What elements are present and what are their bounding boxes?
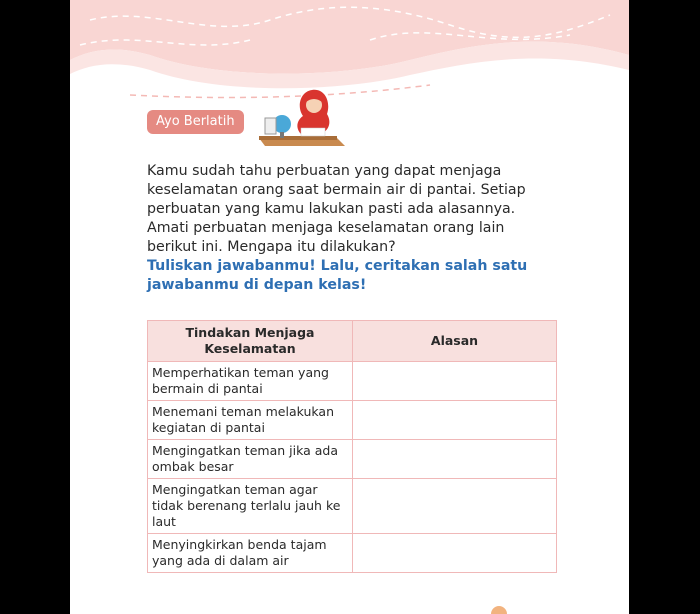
section-header xyxy=(147,88,347,148)
safety-actions-table xyxy=(147,320,557,573)
action-cell: Mengingatkan teman agar tidak berenang terlalu jauh ke laut xyxy=(148,479,353,534)
header-reason: Alasan xyxy=(353,321,557,362)
section-badge: Ayo Berlatih xyxy=(147,110,244,134)
instruction-text: Tuliskan jawabanmu! Lalu, ceritakan salah satu jawabanmu di depan kelas! xyxy=(147,258,528,293)
table-row xyxy=(148,440,557,479)
table-row xyxy=(148,401,557,440)
table-row xyxy=(148,534,557,573)
reason-cell[interactable] xyxy=(353,362,557,401)
textbook-page xyxy=(70,0,629,614)
table-row xyxy=(148,479,557,534)
reason-cell[interactable] xyxy=(353,401,557,440)
action-cell: Mengingatkan teman jika ada ombak besar xyxy=(148,440,353,479)
page-marker-dot xyxy=(491,606,507,614)
intro-paragraph: Kamu sudah tahu perbuatan yang dapat menjaga keselamatan orang saat bermain air di pantai. Setiap perbuatan yang kamu lakukan pasti ada alasannya. xyxy=(147,163,526,217)
action-cell: Menyingkirkan benda tajam yang ada di dalam air xyxy=(148,534,353,573)
reason-cell[interactable] xyxy=(353,534,557,573)
reason-cell[interactable] xyxy=(353,440,557,479)
action-cell: Menemani teman melakukan kegiatan di pantai xyxy=(148,401,353,440)
table-header-row xyxy=(148,321,557,362)
student-mascot-icon xyxy=(257,88,347,146)
reason-cell[interactable] xyxy=(353,479,557,534)
question-paragraph: Amati perbuatan menjaga keselamatan orang lain berikut ini. Mengapa itu dilakukan? xyxy=(147,220,505,255)
exercise-text xyxy=(147,162,547,295)
action-cell: Memperhatikan teman yang bermain di pantai xyxy=(148,362,353,401)
table-row xyxy=(148,362,557,401)
header-action: Tindakan Menjaga Keselamatan xyxy=(148,321,353,362)
